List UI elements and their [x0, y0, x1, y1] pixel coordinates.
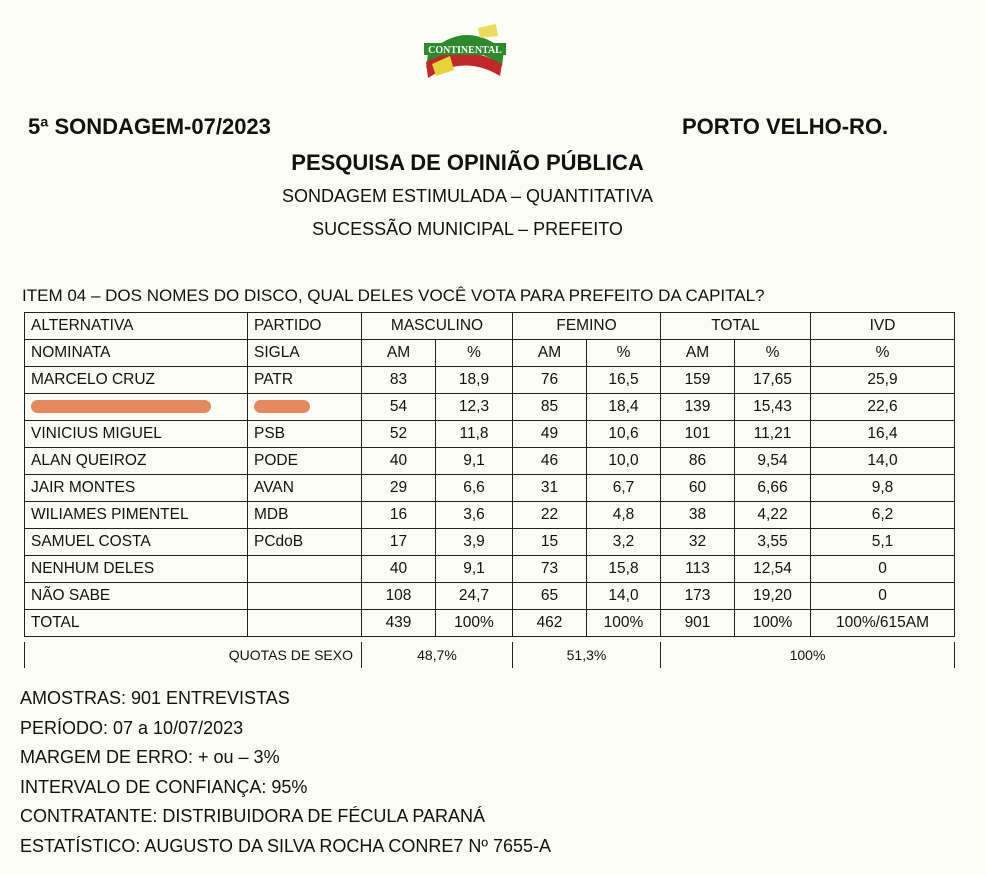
row-value: 14,0	[587, 583, 661, 610]
header-row-2	[25, 340, 955, 367]
header-femino: FEMINO	[513, 313, 661, 340]
row-name: WILIAMES PIMENTEL	[25, 502, 248, 529]
subheader-cell: %	[436, 340, 513, 367]
row-value: 6,2	[811, 502, 955, 529]
row-value: 11,8	[436, 421, 513, 448]
row-value: 6,7	[587, 475, 661, 502]
row-value: 3,6	[436, 502, 513, 529]
company-logo	[420, 16, 508, 80]
row-value: 101	[661, 421, 735, 448]
row-value: 86	[661, 448, 735, 475]
quota-total: 100%	[661, 642, 955, 668]
row-value: 17	[362, 529, 436, 556]
row-value: 100%	[587, 610, 661, 637]
row-value: 12,3	[436, 394, 513, 421]
row-value: 52	[362, 421, 436, 448]
row-value: 11,21	[735, 421, 811, 448]
row-party	[248, 583, 362, 610]
row-value: 76	[513, 367, 587, 394]
subheader-cell: %	[735, 340, 811, 367]
row-value: 24,7	[436, 583, 513, 610]
row-value: 40	[362, 556, 436, 583]
footer-contratante: CONTRATANTE: DISTRIBUIDORA DE FÉCULA PARANÁ	[20, 806, 486, 826]
header-alternativa: ALTERNATIVA	[25, 313, 248, 340]
footer-intervalo: INTERVALO DE CONFIANÇA: 95%	[20, 776, 308, 797]
row-value: 9,1	[436, 556, 513, 583]
subheader-cell: %	[811, 340, 955, 367]
footer-amostras: AMOSTRAS: 901 ENTREVISTAS	[20, 688, 290, 708]
row-value: 3,2	[587, 529, 661, 556]
row-value: 19,20	[735, 583, 811, 610]
row-party	[248, 556, 362, 583]
row-value: 22,6	[811, 394, 955, 421]
header-ivd: IVD	[811, 313, 955, 340]
subheader-cell: AM	[362, 340, 436, 367]
row-party: AVAN	[248, 475, 362, 502]
row-value: 83	[362, 367, 436, 394]
quota-label: QUOTAS DE SEXO	[25, 642, 362, 668]
subheader-cell: AM	[513, 340, 587, 367]
city-label: PORTO VELHO-RO.	[682, 114, 889, 139]
row-value: 73	[513, 556, 587, 583]
quota-row	[24, 642, 955, 668]
row-value: 9,1	[436, 448, 513, 475]
row-value: 15	[513, 529, 587, 556]
subheader-cell: %	[587, 340, 661, 367]
row-value: 18,4	[587, 394, 661, 421]
row-party	[248, 610, 362, 637]
quota-fem: 51,3%	[513, 642, 661, 668]
quota-masc: 48,7%	[362, 642, 513, 668]
row-value: 439	[362, 610, 436, 637]
row-name: NÃO SABE	[25, 583, 248, 610]
row-value: 38	[661, 502, 735, 529]
row-name: NENHUM DELES	[25, 556, 248, 583]
row-value: 18,9	[436, 367, 513, 394]
row-value: 40	[362, 448, 436, 475]
table-row	[25, 367, 955, 394]
row-value: 3,55	[735, 529, 811, 556]
row-value: 25,9	[811, 367, 955, 394]
row-value: 60	[661, 475, 735, 502]
subheader-cell: AM	[661, 340, 735, 367]
row-value: 85	[513, 394, 587, 421]
row-value: 14,0	[811, 448, 955, 475]
row-value: 159	[661, 367, 735, 394]
subheader-cell: SIGLA	[248, 340, 362, 367]
question-text: ITEM 04 – DOS NOMES DO DISCO, QUAL DELES VOCÊ VOTA PARA PREFEITO DA CAPITAL?	[22, 286, 765, 305]
row-value: 17,65	[735, 367, 811, 394]
redacted-name	[25, 394, 248, 421]
row-value: 15,43	[735, 394, 811, 421]
header-partido: PARTIDO	[248, 313, 362, 340]
row-value: 22	[513, 502, 587, 529]
row-party: PATR	[248, 367, 362, 394]
header-row-1	[25, 313, 955, 340]
row-party: PCdoB	[248, 529, 362, 556]
row-value: 139	[661, 394, 735, 421]
row-value: 0	[811, 556, 955, 583]
row-value: 49	[513, 421, 587, 448]
table-row	[25, 610, 955, 637]
row-value: 108	[362, 583, 436, 610]
row-value: 15,8	[587, 556, 661, 583]
row-value: 10,0	[587, 448, 661, 475]
subheader-cell: NOMINATA	[25, 340, 248, 367]
row-value: 9,8	[811, 475, 955, 502]
table-row	[25, 421, 955, 448]
row-name: MARCELO CRUZ	[25, 367, 248, 394]
row-value: 5,1	[811, 529, 955, 556]
table-row	[25, 529, 955, 556]
row-party: MDB	[248, 502, 362, 529]
results-table	[24, 312, 955, 637]
table-row	[25, 448, 955, 475]
row-value: 113	[661, 556, 735, 583]
row-value: 901	[661, 610, 735, 637]
header-total: TOTAL	[661, 313, 811, 340]
row-value: 462	[513, 610, 587, 637]
row-name: SAMUEL COSTA	[25, 529, 248, 556]
row-name: TOTAL	[25, 610, 248, 637]
row-value: 100%/615AM	[811, 610, 955, 637]
row-value: 32	[661, 529, 735, 556]
row-value: 6,66	[735, 475, 811, 502]
row-value: 31	[513, 475, 587, 502]
row-value: 6,6	[436, 475, 513, 502]
footer-margem: MARGEM DE ERRO: + ou – 3%	[20, 747, 280, 767]
redacted-party	[248, 394, 362, 421]
row-value: 65	[513, 583, 587, 610]
row-party: PODE	[248, 448, 362, 475]
subtitle-1: SONDAGEM ESTIMULADA – QUANTITATIVA	[281, 186, 654, 206]
header-masculino: MASCULINO	[362, 313, 513, 340]
row-value: 46	[513, 448, 587, 475]
row-value: 0	[811, 583, 955, 610]
row-value: 10,6	[587, 421, 661, 448]
row-value: 9,54	[735, 448, 811, 475]
row-value: 4,22	[735, 502, 811, 529]
row-value: 4,8	[587, 502, 661, 529]
row-value: 16,5	[587, 367, 661, 394]
table-row	[25, 394, 955, 421]
table-row	[25, 556, 955, 583]
row-value: 100%	[436, 610, 513, 637]
row-value: 16,4	[811, 421, 955, 448]
footer-estatistico: ESTATÍSTICO: AUGUSTO DA SILVA ROCHA CONRE7 Nº 7655-A	[20, 835, 552, 856]
row-value: 29	[362, 475, 436, 502]
subtitle-2: SUCESSÃO MUNICIPAL – PREFEITO	[312, 219, 623, 239]
row-name: ALAN QUEIROZ	[25, 448, 248, 475]
logo-text: CONTINENTAL	[428, 45, 502, 56]
row-value: 54	[362, 394, 436, 421]
footer-periodo: PERÍODO: 07 a 10/07/2023	[20, 717, 244, 738]
redaction-mark	[254, 400, 310, 413]
footer-info	[20, 684, 551, 861]
table-row	[25, 583, 955, 610]
row-value: 12,54	[735, 556, 811, 583]
row-value: 16	[362, 502, 436, 529]
page-title: PESQUISA DE OPINIÃO PÚBLICA	[291, 150, 644, 175]
redaction-mark	[31, 400, 211, 413]
row-name: JAIR MONTES	[25, 475, 248, 502]
row-name: VINICIUS MIGUEL	[25, 421, 248, 448]
survey-label: 5ª SONDAGEM-07/2023	[28, 114, 271, 139]
row-value: 100%	[735, 610, 811, 637]
row-party: PSB	[248, 421, 362, 448]
row-value: 3,9	[436, 529, 513, 556]
table-row	[25, 475, 955, 502]
row-value: 173	[661, 583, 735, 610]
table-row	[25, 502, 955, 529]
